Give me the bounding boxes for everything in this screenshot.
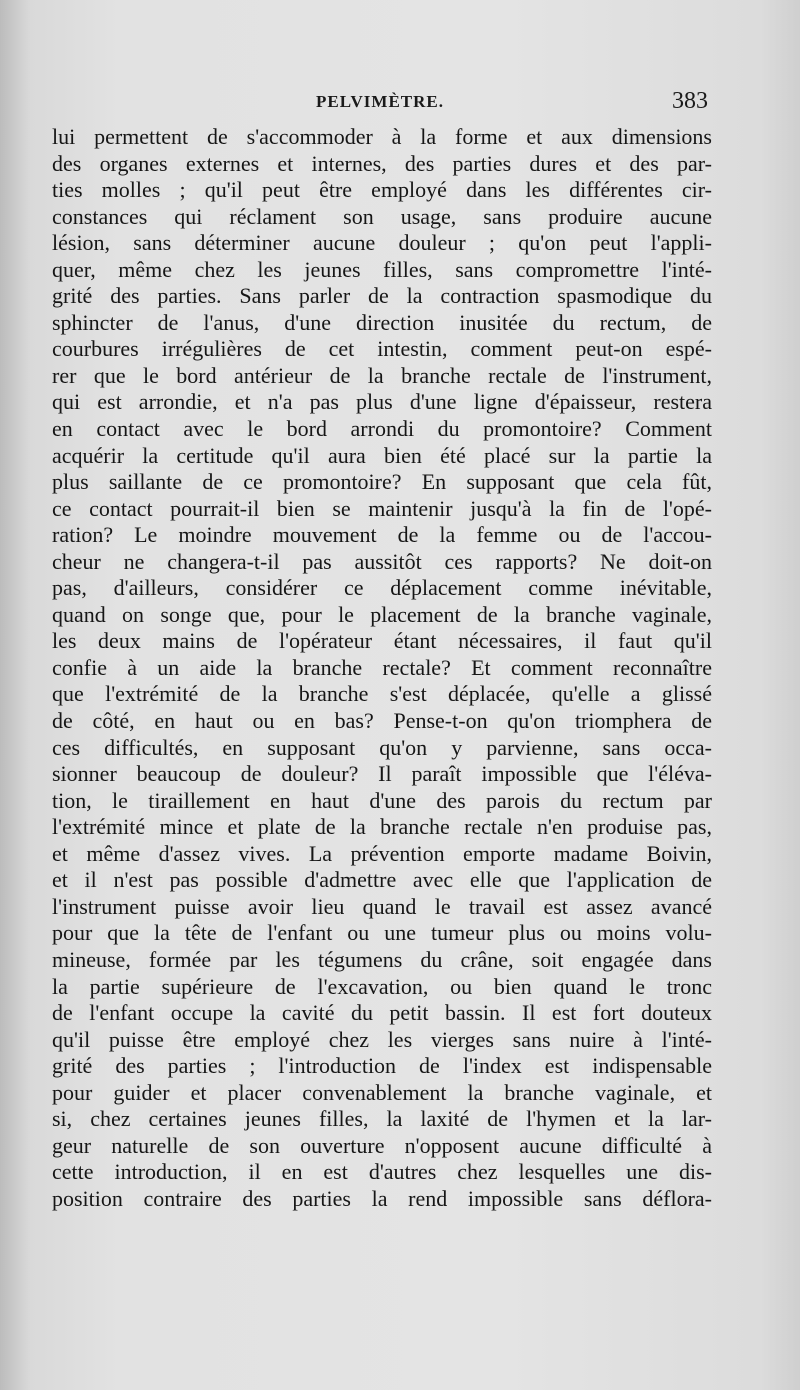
text-line: qu'il puisse être employé chez les vierges sans nuire à l'inté-	[52, 1026, 712, 1052]
body-text	[52, 124, 712, 1212]
text-line: pas, d'ailleurs, considérer ce déplacement comme inévitable,	[52, 575, 712, 601]
text-line: si, chez certaines jeunes filles, la laxité de l'hymen et la lar-	[52, 1106, 712, 1132]
text-line: courbures irrégulières de cet intestin, comment peut-on espé-	[52, 336, 712, 362]
text-line: pour que la tête de l'enfant ou une tumeur plus ou moins volu-	[52, 920, 712, 946]
text-line: position contraire des parties la rend impossible sans déflora-	[52, 1185, 712, 1211]
text-line: lésion, sans déterminer aucune douleur ; qu'on peut l'appli-	[52, 230, 712, 256]
text-line: ces difficultés, en supposant qu'on y parvienne, sans occa-	[52, 734, 712, 760]
text-line: et même d'assez vives. La prévention emporte madame Boivin,	[52, 840, 712, 866]
text-line: acquérir la certitude qu'il aura bien été placé sur la partie la	[52, 442, 712, 468]
text-line: rer que le bord antérieur de la branche rectale de l'instrument,	[52, 362, 712, 388]
text-line: que l'extrémité de la branche s'est déplacée, qu'elle a glissé	[52, 681, 712, 707]
text-line: geur naturelle de son ouverture n'opposent aucune difficulté à	[52, 1132, 712, 1158]
text-line: confie à un aide la branche rectale? Et comment reconnaître	[52, 654, 712, 680]
text-line: mineuse, formée par les tégumens du crâne, soit engagée dans	[52, 946, 712, 972]
text-line: plus saillante de ce promontoire? En supposant que cela fût,	[52, 469, 712, 495]
text-line: cette introduction, il en est d'autres chez lesquelles une dis-	[52, 1159, 712, 1185]
text-line: grité des parties. Sans parler de la contraction spasmodique du	[52, 283, 712, 309]
text-line: ration? Le moindre mouvement de la femme ou de l'accou-	[52, 522, 712, 548]
text-line: sphincter de l'anus, d'une direction inusitée du rectum, de	[52, 309, 712, 335]
text-line: ce contact pourrait-il bien se maintenir jusqu'à la fin de l'opé-	[52, 495, 712, 521]
page-header	[0, 88, 800, 118]
text-line: lui permettent de s'accommoder à la forme et aux dimensions	[52, 124, 712, 149]
text-line: constances qui réclament son usage, sans produire aucune	[52, 203, 712, 229]
text-line: les deux mains de l'opérateur étant nécessaires, il faut qu'il	[52, 628, 712, 654]
running-title: PELVIMÈTRE.	[316, 92, 444, 111]
text-line: pour guider et placer convenablement la branche vaginale, et	[52, 1079, 712, 1105]
text-line: de l'enfant occupe la cavité du petit bassin. Il est fort douteux	[52, 1000, 712, 1026]
text-line: la partie supérieure de l'excavation, ou bien quand le tronc	[52, 973, 712, 999]
text-line: quer, même chez les jeunes filles, sans compromettre l'inté-	[52, 256, 712, 282]
text-line: des organes externes et internes, des parties dures et des par-	[52, 150, 712, 176]
text-line: de côté, en haut ou en bas? Pense-t-on qu'on triomphera de	[52, 708, 712, 734]
text-line: sionner beaucoup de douleur? Il paraît impossible que l'éléva-	[52, 761, 712, 787]
text-line: et il n'est pas possible d'admettre avec elle que l'application de	[52, 867, 712, 893]
text-line: tion, le tiraillement en haut d'une des parois du rectum par	[52, 787, 712, 813]
text-line: cheur ne changera-t-il pas aussitôt ces rapports? Ne doit-on	[52, 548, 712, 574]
text-line: grité des parties ; l'introduction de l'index est indispensable	[52, 1053, 712, 1079]
text-line: quand on songe que, pour le placement de la branche vaginale,	[52, 601, 712, 627]
text-line: qui est arrondie, et n'a pas plus d'une ligne d'épaisseur, restera	[52, 389, 712, 415]
page-number: 383	[672, 88, 708, 114]
text-line: en contact avec le bord arrondi du promontoire? Comment	[52, 416, 712, 442]
text-line: l'extrémité mince et plate de la branche rectale n'en produise pas,	[52, 814, 712, 840]
text-line: l'instrument puisse avoir lieu quand le travail est assez avancé	[52, 893, 712, 919]
text-line: ties molles ; qu'il peut être employé dans les différentes cir-	[52, 177, 712, 203]
